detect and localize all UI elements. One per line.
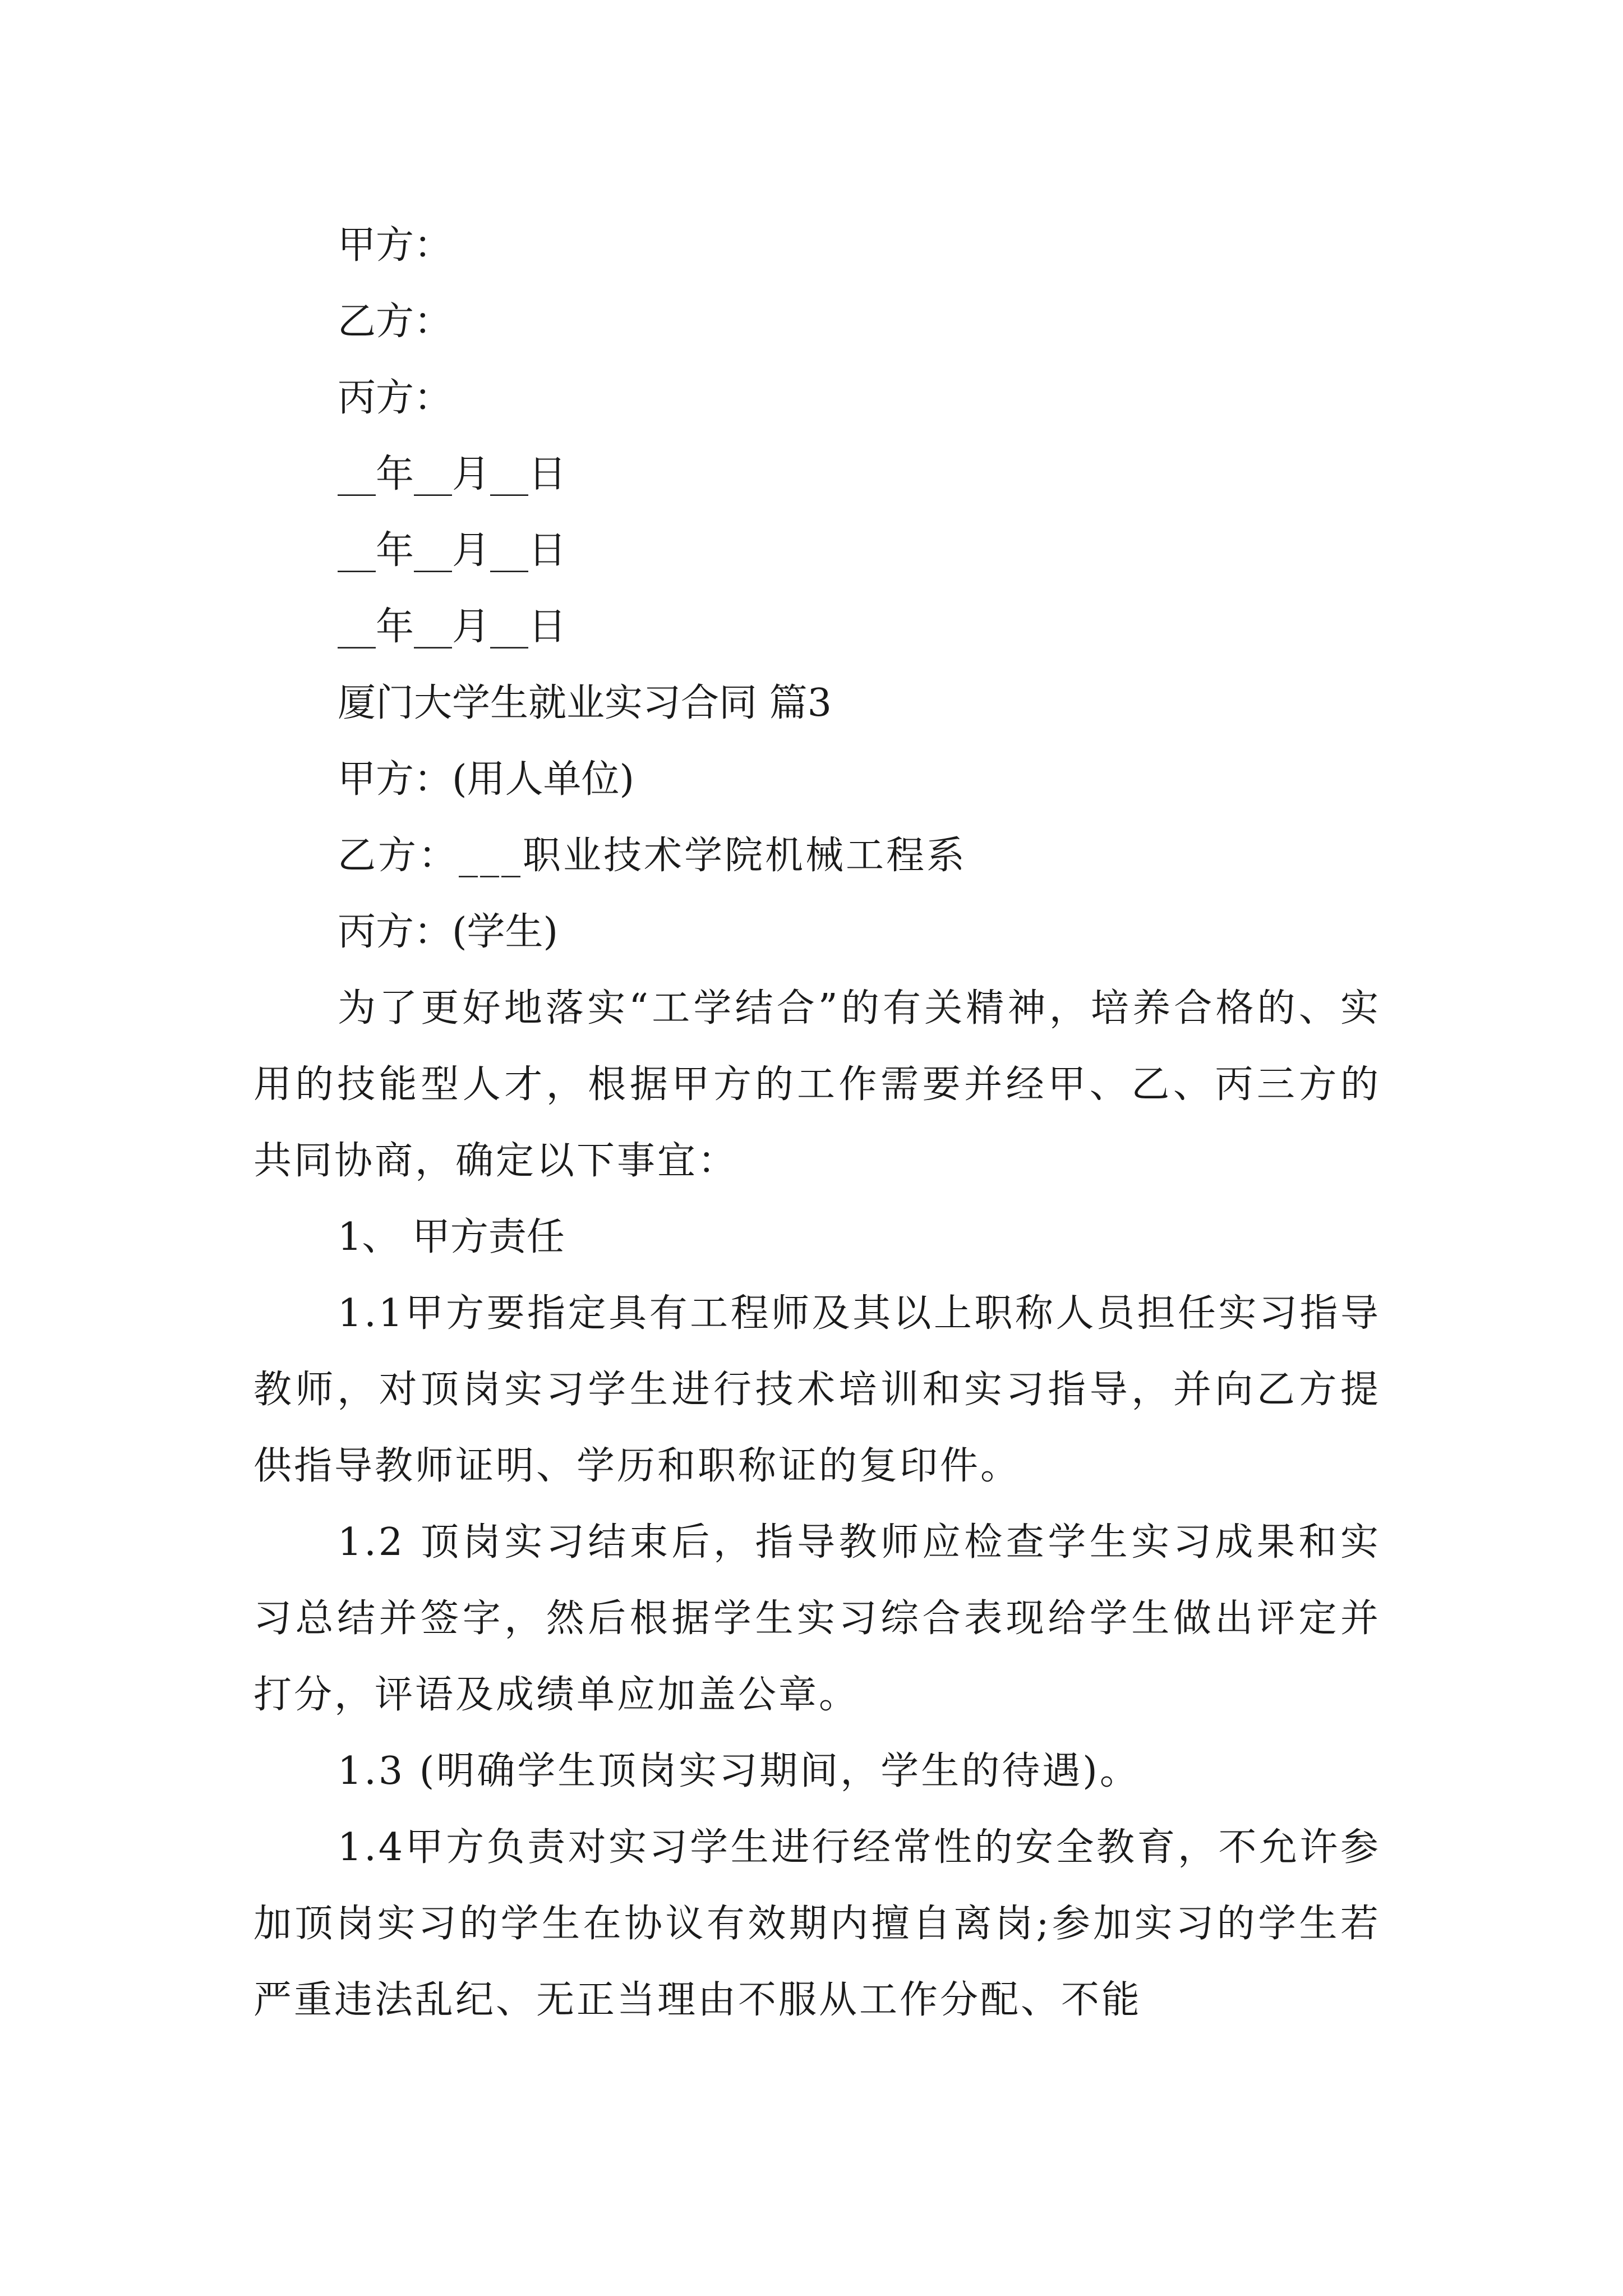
document-body (253, 208, 1381, 2039)
contract-party-b: 乙方：___职业技术学院机械工程系 (338, 834, 967, 878)
signature-party-b: 乙方： (338, 300, 453, 344)
clause-1-3: 1.3 (明确学生顶岗实习期间，学生的待遇)。 (338, 1749, 1140, 1793)
contract-party-c: 丙方：(学生) (338, 910, 559, 954)
contract-party-a: 甲方：(用人单位) (338, 757, 635, 802)
clause-1-2: 1.2 顶岗实习结束后，指导教师应检查学生实习成果和实习总结并签字，然后根据学生实习综合表现给学生做出评定并打分，评语及成绩单应加盖公章。 (253, 1520, 1381, 1717)
clause-1-1: 1.1甲方要指定具有工程师及其以上职称人员担任实习指导教师，对顶岗实习学生进行技术培训和实习指导，并向乙方提供指导教师证明、学历和职称证的复印件。 (253, 1291, 1381, 1488)
signature-date-1: __年__月__日 (338, 452, 567, 496)
signature-party-c: 丙方： (338, 376, 453, 420)
intro-paragraph: 为了更好地落实“工学结合”的有关精神，培养合格的、实用的技能型人才，根据甲方的工作需要并经甲、乙、丙三方的共同协商，确定以下事宜： (253, 986, 1381, 1183)
signature-date-3: __年__月__日 (338, 605, 567, 649)
signature-date-2: __年__月__日 (338, 528, 567, 573)
signature-party-a: 甲方： (338, 223, 453, 268)
clause-1-4: 1.4甲方负责对实习学生进行经常性的安全教育，不允许参加顶岗实习的学生在协议有效期内擅自离岗;参加实习的学生若严重违法乱纪、无正当理由不服从工作分配、不能 (253, 1825, 1381, 2022)
section-1-heading: 1、 甲方责任 (338, 1215, 565, 1259)
contract-title: 厦门大学生就业实习合同 篇3 (338, 681, 832, 725)
